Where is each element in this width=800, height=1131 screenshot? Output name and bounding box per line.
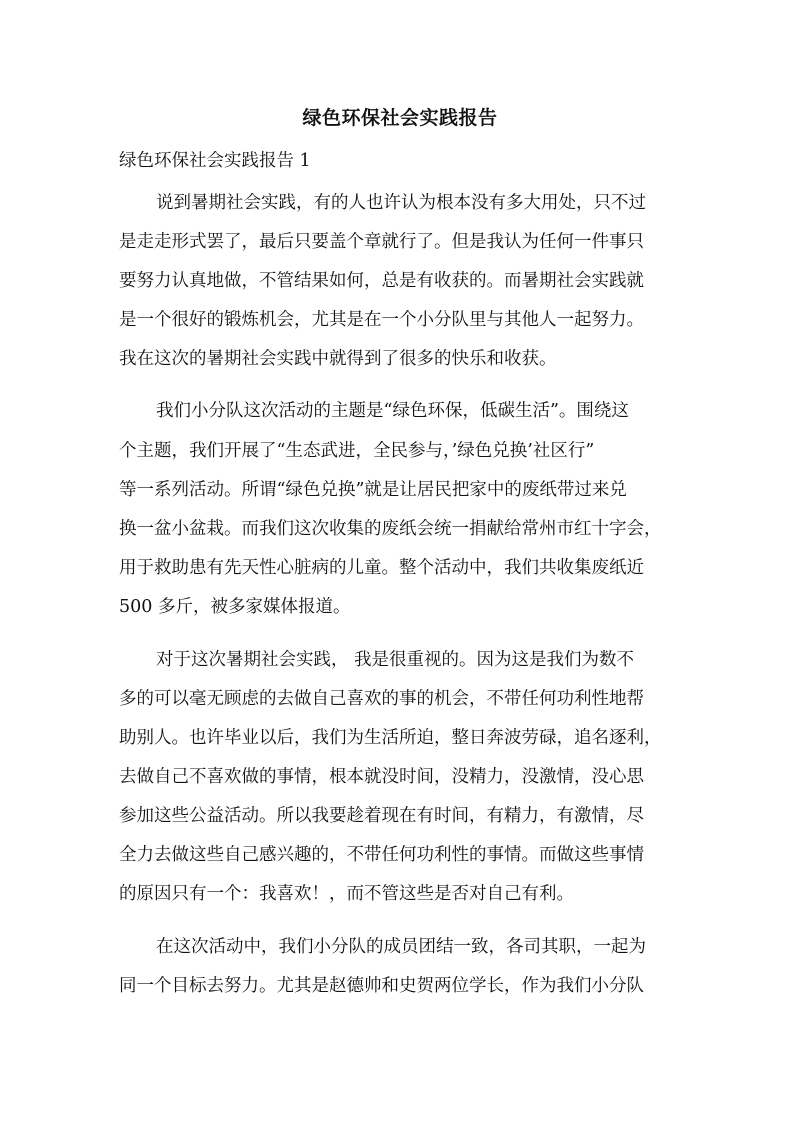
paragraph-4-line-2: 同一个目标去努力。尤其是赵德帅和史贺两位学长，作为我们小分队 — [119, 976, 644, 996]
paragraph-1-line-5: 我在这次的暑期社会实践中就得到了很多的快乐和收获。 — [119, 349, 557, 369]
paragraph-2-line-4: 换一盆小盆栽。而我们这次收集的废纸会统一捐献给常州市红十字会， — [119, 519, 662, 539]
paragraph-3-line-4: 去做自己不喜欢做的事情，根本就没时间，没精力，没激情，没心思 — [119, 767, 644, 787]
paragraph-4-line-1: 在这次活动中，我们小分队的成员团结一致，各司其职，一起为 — [156, 937, 646, 957]
paragraph-3-line-2: 多的可以毫无顾虑的去做自己喜欢的事的机会，不带任何功利性地帮 — [119, 689, 644, 709]
paragraph-2-line-3: 等一系列活动。所谓“绿色兑换”就是让居民把家中的废纸带过来兑 — [119, 480, 627, 500]
paragraph-2-line-6: 500 多斤，被多家媒体报道。 — [119, 597, 351, 617]
paragraph-3-line-6: 全力去做这些自己感兴趣的，不带任何功利性的事情。而做这些事情 — [119, 845, 644, 865]
paragraph-3-line-1: 对于这次暑期社会实践， 我是很重视的。因为这是我们为数不 — [156, 650, 635, 670]
paragraph-3-line-3: 助别人。也许毕业以后，我们为生活所迫，整日奔波劳碌，追名逐利， — [119, 728, 662, 748]
paragraph-1-line-1: 说到暑期社会实践，有的人也许认为根本没有多大用处，只不过 — [156, 193, 646, 213]
section-heading: 绿色环保社会实践报告 1 — [119, 151, 311, 171]
paragraph-2-line-5: 用于救助患有先天性心脏病的儿童。整个活动中，我们共收集废纸近 — [119, 558, 644, 578]
paragraph-2-line-2: 个主题，我们开展了“生态武进，全民参与，’绿色兑换’社区行” — [119, 441, 595, 461]
paragraph-3-line-7: 的原因只有一个：我喜欢！，而不管这些是否对自己有利。 — [119, 884, 574, 904]
paragraph-1-line-3: 要努力认真地做，不管结果如何，总是有收获的。而暑期社会实践就 — [119, 271, 644, 291]
paragraph-1-line-2: 是走走形式罢了，最后只要盖个章就行了。但是我认为任何一件事只 — [119, 232, 644, 252]
paragraph-2-line-1: 我们小分队这次活动的主题是“绿色环保，低碳生活”。围绕这 — [156, 401, 629, 421]
paragraph-1-line-4: 是一个很好的锻炼机会，尤其是在一个小分队里与其他人一起努力。 — [119, 310, 644, 330]
paragraph-3-line-5: 参加这些公益活动。所以我要趁着现在有时间，有精力，有激情，尽 — [119, 806, 644, 826]
page-title: 绿色环保社会实践报告 — [302, 107, 498, 129]
